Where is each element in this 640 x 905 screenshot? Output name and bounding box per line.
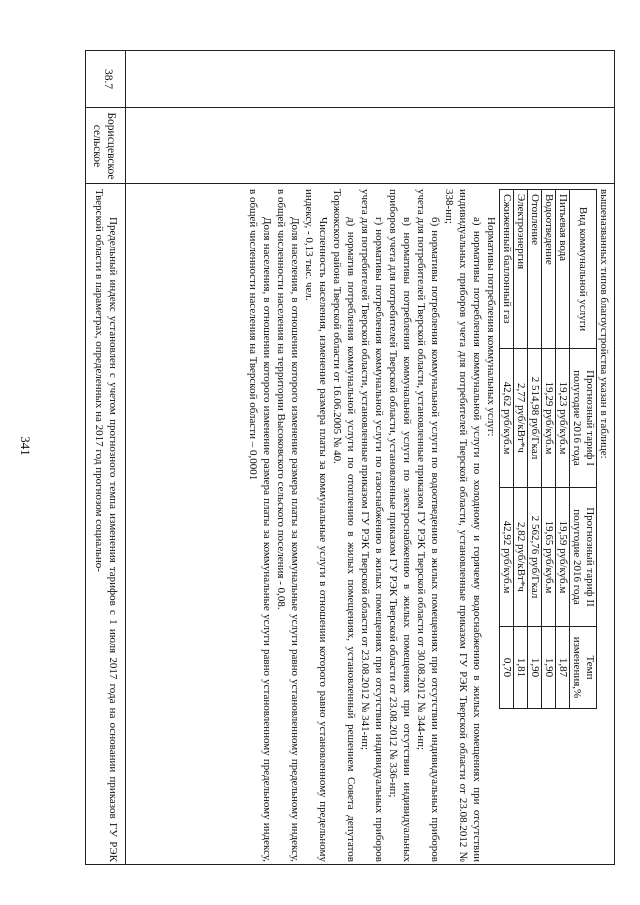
cell-tariff-h2: 2 562,76 руб/Гкал	[528, 488, 542, 627]
norm-paragraph-a: а) нормативы потребления коммунальной услуги по холодному и горячему водоснабжению в жилых помещениях при отсутствии индивидуальных приборов учета для потребителей Тверской области, установленные приказом ГУ РЭК Тверской области от 23.08.2012 № 338-нп;	[443, 189, 483, 862]
header-service: Вид коммунальной услуги	[570, 190, 597, 349]
main-table-frame	[85, 50, 615, 865]
cell-tariff-h2: 42,92 руб/куб.м	[500, 488, 514, 627]
share-region-paragraph: Доля населения, в отношении которого изменение размера платы за коммунальные услуги равно установленному предельному индексу, в общей численности населения на Тверской области – 0,0001	[247, 189, 273, 862]
row-content	[246, 189, 611, 862]
cell-change-rate: 0,70	[500, 627, 514, 709]
cell-tariff-h2: 19,65 руб/куб.м	[542, 488, 556, 627]
table-row	[514, 190, 528, 709]
header-tariff-h1: Прогнозный тариф I полугодие 2016 года	[570, 349, 597, 488]
norms-heading: Нормативы потребления коммунальных услуг:	[485, 217, 497, 437]
cell-service: Питьевая вода	[556, 190, 570, 349]
table-row	[556, 190, 570, 709]
population-paragraph: Численность населения, изменение размера платы за коммунальные услуги в отношении которого равно установленному предельному индексу, - 0,13 тыс. чел.	[303, 189, 329, 862]
table-header-row	[570, 190, 597, 709]
cell-change-rate: 1,90	[528, 627, 542, 709]
norm-paragraph-b: б) нормативы потребления коммунальной услуги по водоотведению в жилых помещениях при отсутствии индивидуальных приборов учета для потребителей Тверской области, установленные приказом ГУ РЭК Тверской области от 30.08.2012 № 344-нп;	[415, 189, 441, 862]
table-row	[500, 190, 514, 709]
norm-paragraph-g: г) нормативы потребления коммунальной услуги по газоснабжению в жилых помещениях при отсутствии индивидуальных приборов учета для потребителей Тверской области, установленные приказом ГУ РЭК Тверской области от 23.08.2012 № 341-нп;	[359, 189, 385, 862]
cell-service: Сжиженный баллонный газ	[500, 190, 514, 349]
table-row	[528, 190, 542, 709]
next-row-text: Предельный индекс установлен с учетом прогнозного темпа изменения тарифов с 1 июля 2017 года на основании приказов ГУ РЭК Тверской области в параметрах, определенных на 2017 год прогнозом социально-	[93, 189, 119, 862]
share-local-paragraph: Доля населения, в отношении которого изменение размера платы за коммунальные услуги равно установленному предельному индексу, в общей численности населения на территории Высоковского сельского поселения - 0,08.	[275, 189, 301, 862]
rotated-page	[85, 50, 615, 865]
page-number: 341	[18, 436, 33, 456]
settlement-name: Борисцевское сельское	[91, 112, 117, 180]
cell-tariff-h2: 2,82 руб/кВт*ч	[514, 488, 528, 627]
intro-text: вышеназванных типов благоустройства указан в таблице:	[598, 189, 610, 459]
cell-change-rate: 1,87	[556, 627, 570, 709]
header-change-rate: Темп изменения,%	[570, 627, 597, 709]
row-divider	[125, 51, 126, 864]
cell-tariff-h1: 19,23 руб/куб.м	[556, 349, 570, 488]
cell-tariff-h1: 19,29 руб/куб.м	[542, 349, 556, 488]
column-divider	[86, 183, 614, 184]
cell-change-rate: 1,81	[514, 627, 528, 709]
table-row	[542, 190, 556, 709]
cell-service: Отопление	[528, 190, 542, 349]
column-divider	[86, 107, 614, 108]
cell-tariff-h1: 2 514,98 руб/Гкал	[528, 349, 542, 488]
cell-tariff-h1: 2,77 руб/кВт*ч	[514, 349, 528, 488]
norm-paragraph-d: д) норматив потребления коммунальной услуги по отоплению в жилых помещениях, установленный решением Совета депутатов Торжокского района Тверской области от 16.06.2005 № 40.	[331, 189, 357, 862]
header-tariff-h2: Прогнозный тариф II полугодие 2016 года	[570, 488, 597, 627]
norm-paragraph-v: в) нормативы потребления коммунальной услуги по электроснабжению в жилых помещениях при отсутствии индивидуальных приборов учета для потребителей Тверской области, установленные приказом ГУ РЭК Тверской области от 23.08.2012 № 336-нп;	[387, 189, 413, 862]
cell-change-rate: 1,90	[542, 627, 556, 709]
cell-tariff-h2: 19,59 руб/куб.м	[556, 488, 570, 627]
cell-service: Электроэнергия	[514, 190, 528, 349]
row-number: 38.7	[102, 68, 114, 90]
cell-service: Водоотведение	[542, 190, 556, 349]
tariff-table	[499, 189, 597, 709]
cell-tariff-h1: 42,62 руб/куб.м	[500, 349, 514, 488]
